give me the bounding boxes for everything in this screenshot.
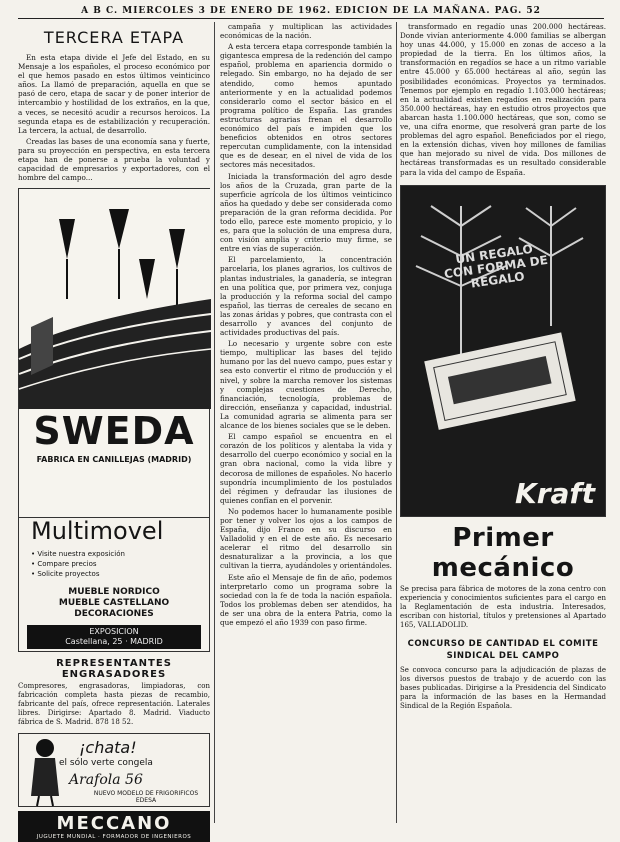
concurso-title: CONCURSO DE CANTIDAD EL COMITE SINDICAL DEL CAMPO (407, 638, 599, 661)
column-divider (396, 22, 397, 823)
muebles-list (19, 587, 209, 620)
ad-product: Arafola 56 (69, 772, 143, 789)
classified-title: REPRESENTANTES ENGRASADORES (56, 658, 172, 681)
girl-illustration (25, 736, 65, 806)
multimovel-brand: Multimovel (31, 517, 164, 546)
sweda-advertisement (18, 188, 210, 518)
article-paragraph: Este año el Mensaje de fin de año, podemos interpretarlo como un programa sobre la sociedad con la fe de toda la nación española. Todos los problemas deben ser atendidos, ha de ser una obra de la entera Patria, como la que empezó el año 1939 con paso firme. (220, 572, 392, 627)
article-paragraph: transformado en regadío unas 200.000 hectáreas. Donde vivían anteriormente 4.000 familias se albergan hoy unas 44.000, y 15.000 en zonas de acceso a la propiedad de la tierra. En los últimos años, la transformación en regadíos se hace a un ritmo variable entre 45.000 y 65.000 hectáreas al año, según las posibilidades económicas. Proyectos ya terminados. Tenemos por ejemplo en regadío 1.103.000 hectáreas; en la actualidad existen regadíos en realización para 350.000 hectáreas, hay en estudio otros proyectos que abarcan hasta 1.100.000 hectáreas, que son, como se ve, una cifra enorme, que resolverá gran parte de los problemas del agro español. Beneficiados por el riego, en la extensión dichas, viven hoy millones de familias que han mejorado su nivel de vida. Dos millones de hectáreas transformadas es un resultado considerable para la vida del campo de España. (400, 22, 606, 177)
kraft-slogan: UN REGALO CON FORMA DE REGALO (443, 241, 549, 291)
feature-item: • Visite nuestra exposición (31, 550, 125, 559)
frigorifico-advertisement (18, 733, 210, 807)
article-paragraph: Lo necesario y urgente sobre con este tiempo, multiplicar las bases del tejido humano por las del nuevo campo, pues estar y sea esto convertir el ritmo de producción y el nivel, y sobre la marcha remover los sistemas y complejas cuestiones de Derecho, financiación, tecnología, problemas de dirección, enseñanza y capacidad, industrial. La comunidad agraria se alimenta para ser alcance de los bienes sociales que se le deben. (220, 339, 392, 431)
feature-item: • Compare precios (31, 560, 97, 569)
article-paragraph: campaña y multiplican las actividades económicas de la nación. (220, 22, 392, 41)
column-divider (214, 22, 215, 823)
feature-list (31, 549, 125, 579)
meccano-advertisement (18, 811, 210, 842)
article-paragraph: El campo español se encuentra en el corazón de los políticos y alentaba la vida y desarrollo del cuerpo económico y social en la gran obra nacional, como la vida libre y decorosa de millones de españoles. No hacerlo supondría incumplimiento de los postulados del régimen y defraudar las ilusiones de quienes confían en el porvenir. (220, 432, 392, 505)
mueble-item: MUEBLE NORDICO (68, 587, 160, 598)
job-ad-text: Se precisa para fábrica de motores de la zona centro con experiencia y conocimientos suficientes para el cargo en la Reglamentación de esta industria. Interesados, escriban con historial, títulos y pretensiones al Apartado 165, VALLADOLID. (400, 584, 606, 629)
mueble-item: DECORACIONES (74, 609, 154, 620)
ad-note: NUEVO MODELO DE FRIGORIFICOS EDESA (93, 790, 199, 805)
page-header: A B C. MIERCOLES 3 DE ENERO DE 1962. EDICION DE LA MAÑANA. PAG. 52 (18, 4, 604, 19)
article-paragraph: El parcelamiento, la concentración parcelaria, los planes agrarios, los cultivos de plantas industriales, la ganadería, se integran en una política que, por primera vez, conjuga la producción y la reforma social del campo español, las tierras de cereales de secano en las zonas áridas y pobres, que contrasta con el desarrollo y avances del conjunto de actividades productivas del país. (220, 255, 392, 338)
section-title: TERCERA ETAPA (43, 28, 185, 47)
expo-address: Castellana, 25 · MADRID (65, 637, 163, 647)
article-paragraph: Iniciada la transformación del agro desde los años de la Cruzada, gran parte de la superficie agrícola de los últimos veinticinco años ha quedado y debe ser considerada como preparación de la gran reforma decidida. Por todo ello, parece este momento propicio, y lo es, para que la solución de una empresa dura, con visión amplia y criterio muy firme, se entre en vías de superación. (220, 171, 392, 254)
mueble-item: MUEBLE CASTELLANO (58, 598, 170, 609)
article-paragraph: No podemos hacer lo humanamente posible por tener y volver los ojos a los campos de España, dijo Franco en su discurso en Valladolid y en el de este año. Es necesario acelerar el ritmo del desarrollo sin desnaturalizar a la provincia, a los que cultivan la tierra, ayudándoles y orientándoles. (220, 506, 392, 571)
sweda-logo: SWEDA (33, 409, 195, 454)
multimovel-block (18, 517, 210, 652)
sweda-factory: FABRICA EN CANILLEJAS (MADRID) (36, 455, 192, 465)
expo-title: EXPOSICION (89, 627, 139, 637)
classified-text: Compresores, engrasadoras, limpiadoras, con fabricación completa hasta piezas de recambio, fabricante del país, ofrece representación. Laterales libres. Dirigirse: Apartado 8. Madrid. Viaducto fábrica de S. Madrid. 878 18 52. (18, 682, 210, 727)
article-paragraph: A esta tercera etapa corresponde también la gigantesca empresa de la redención del campo español, problema en apariencia dormido o relegado. Sin embargo, no ha dejado de ser atendido, como hemos apuntado anteriormente y en la actualidad podemos considerarlo como el sector básico en el programa político de España. Las grandes estructuras agrarias frenan el desarrollo económico del país e impiden que los beneficios obtenidos en otros sectores repercutan cumplidamente, con la intensidad que es de desear, en el nivel de vida de los sectores más necesitados. (220, 42, 392, 170)
meccano-tagline: JUGUETE MUNDIAL · FORMADOR DE INGENIEROS (36, 834, 192, 841)
feature-item: • Solicite proyectos (31, 570, 100, 579)
kraft-advertisement (400, 185, 606, 517)
concurso-text: Se convoca concurso para la adjudicación de plazas de los diversos puestos de trabajo y de acuerdo con las bases publicadas. Dirigirse a la Presidencia del Sindicato para la información de las bases en la Hermandad Sindical de la Región Española. (400, 665, 606, 710)
column-right (400, 22, 606, 823)
tree-illustration (401, 186, 607, 516)
article-paragraph: Creadas las bases de una economía sana y fuerte, para su proyección en perspectiva, en esta tercera etapa han de ponerse a prueba la voluntad y capacidad de empresarios y exportadores, con el hombre del campo... (18, 136, 210, 183)
kraft-logo: Kraft (515, 476, 595, 510)
job-ad-title: Primer mecánico (431, 522, 575, 583)
ad-headline: ¡chata! (79, 738, 137, 758)
article-paragraph: En esta etapa divide el Jefe del Estado, en su Mensaje a los españoles, el proceso económico por el que hemos pasado en estos últimos veinticinco años. La llamó de preparación, aquella en que se pasó de cero, etapa de sacar y de poner interior de intercambio y hostilidad de los extraños, en la que, a veces, se necesitó acudir a recursos heroicos. La segunda etapa es de estabilización y recuperación. La tercera, la actual, de desarrollo. (18, 53, 210, 135)
exposicion-banner (27, 625, 201, 649)
column-left (18, 22, 210, 841)
ad-slogan: el sólo verte congela (59, 758, 153, 769)
column-middle (220, 22, 392, 823)
meccano-brand: MECCANO (56, 813, 172, 835)
lamp-illustration (19, 189, 211, 409)
